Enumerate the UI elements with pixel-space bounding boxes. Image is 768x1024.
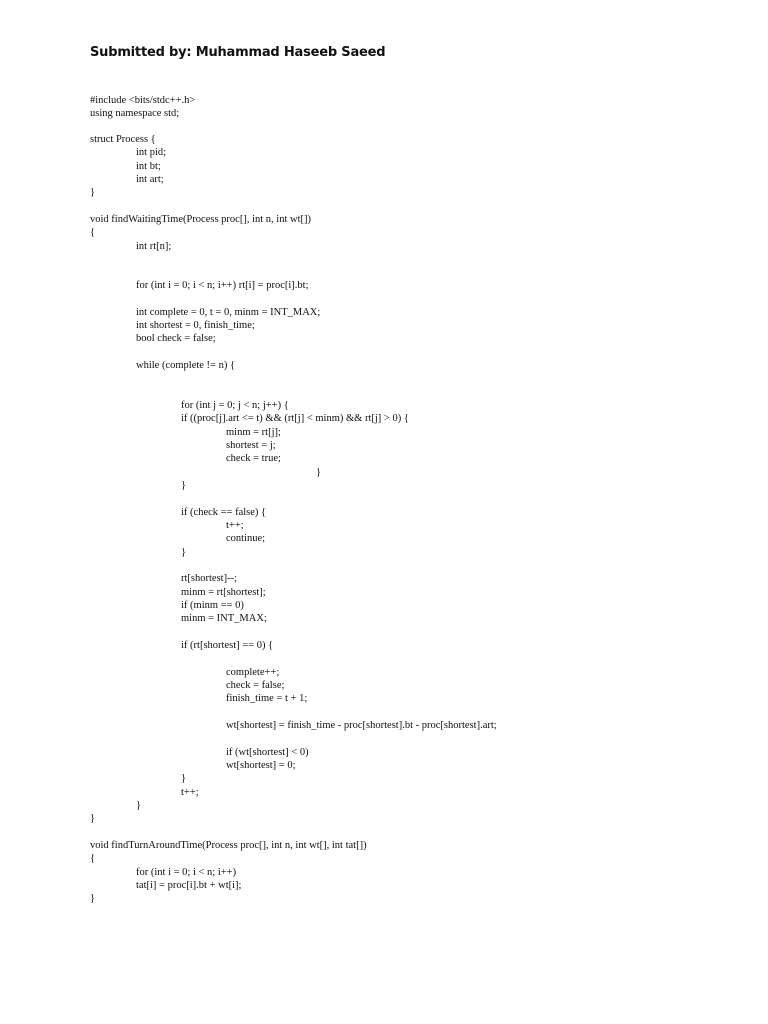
code-line: {	[90, 853, 96, 864]
submitted-by-heading: Submitted by: Muhammad Haseeb Saeed	[90, 45, 386, 60]
code-line: int rt[n];	[136, 241, 172, 252]
code-line: void findWaitingTime(Process proc[], int n, int wt[])	[90, 214, 311, 225]
code-line: finish_time = t + 1;	[226, 693, 308, 704]
code-line: for (int j = 0; j < n; j++) {	[181, 400, 289, 411]
code-line: rt[shortest]--;	[181, 573, 237, 584]
code-line: minm = rt[shortest];	[181, 587, 266, 598]
code-line: }	[181, 480, 187, 491]
code-line: continue;	[226, 533, 266, 544]
code-line: bool check = false;	[136, 333, 216, 344]
code-line: int bt;	[136, 161, 161, 172]
code-line: shortest = j;	[226, 440, 276, 451]
code-line: struct Process {	[90, 134, 156, 145]
code-line: void findTurnAroundTime(Process proc[], int n, int wt[], int tat[])	[90, 840, 367, 851]
code-line: if ((proc[j].art <= t) && (rt[j] < minm) && rt[j] > 0) {	[181, 413, 409, 424]
code-line: }	[136, 800, 142, 811]
code-line: }	[181, 547, 187, 558]
code-line: }	[316, 467, 322, 478]
code-line: minm = INT_MAX;	[181, 613, 267, 624]
code-line: complete++;	[226, 667, 280, 678]
code-line: for (int i = 0; i < n; i++) rt[i] = proc[i].bt;	[136, 280, 309, 291]
code-line: int complete = 0, t = 0, minm = INT_MAX;	[136, 307, 321, 318]
code-line: }	[90, 813, 96, 824]
code-line: int shortest = 0, finish_time;	[136, 320, 255, 331]
code-line: for (int i = 0; i < n; i++)	[136, 867, 237, 878]
code-line: #include <bits/stdc++.h>	[90, 95, 196, 106]
code-line: int art;	[136, 174, 164, 185]
code-line: if (minm == 0)	[181, 600, 244, 611]
code-line: t++;	[181, 787, 199, 798]
code-line: if (rt[shortest] == 0) {	[181, 640, 274, 651]
code-line: wt[shortest] = finish_time - proc[shortest].bt - proc[shortest].art;	[226, 720, 497, 731]
code-line: }	[90, 187, 96, 198]
code-line: }	[90, 893, 96, 904]
code-line: {	[90, 227, 96, 238]
code-line: tat[i] = proc[i].bt + wt[i];	[136, 880, 242, 891]
code-line: minm = rt[j];	[226, 427, 281, 438]
code-line: check = false;	[226, 680, 285, 691]
code-line: }	[181, 773, 187, 784]
code-line: if (check == false) {	[181, 507, 267, 518]
code-line: t++;	[226, 520, 244, 531]
code-line: check = true;	[226, 453, 281, 464]
code-line: wt[shortest] = 0;	[226, 760, 296, 771]
code-line: while (complete != n) {	[136, 360, 236, 371]
code-line: int pid;	[136, 147, 167, 158]
code-line: if (wt[shortest] < 0)	[226, 747, 309, 758]
code-line: using namespace std;	[90, 108, 180, 119]
